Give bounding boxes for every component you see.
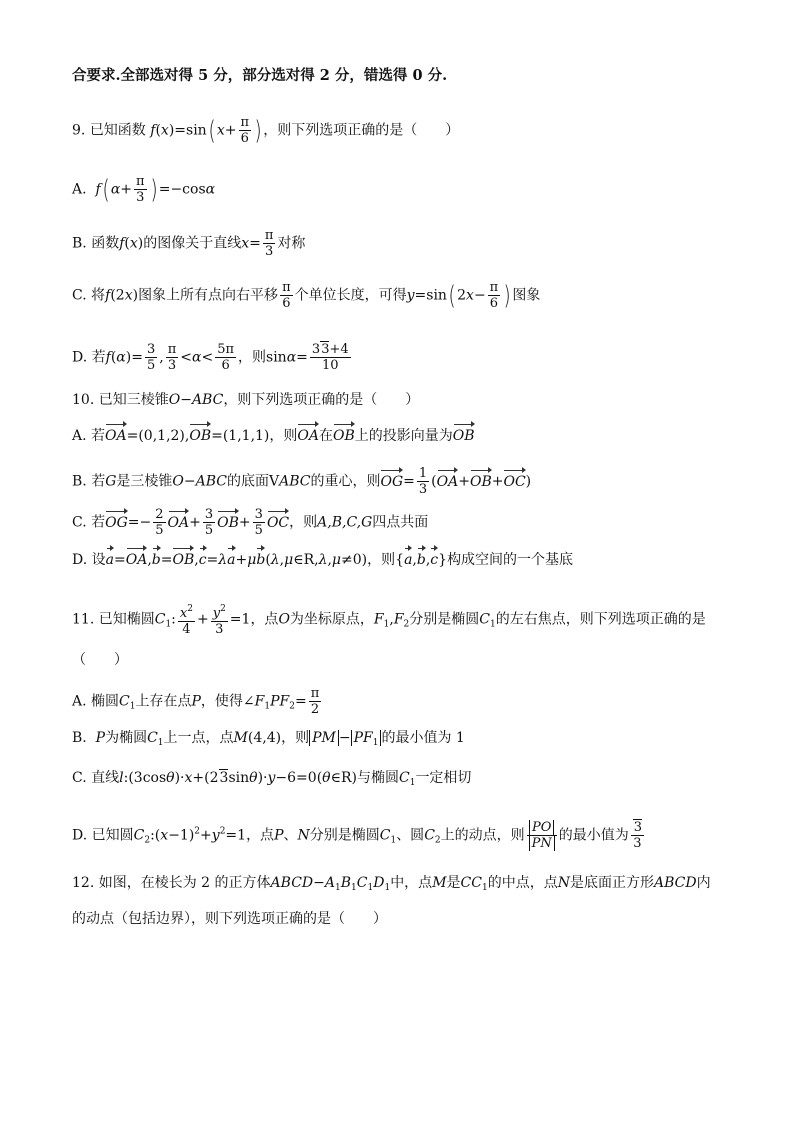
stem-text: 为坐标原点， <box>289 611 374 628</box>
question-10-option-b: B. 若G是三棱锥O−ABC的底面VABC的重心，则OG= $\frac{1}{3}$ (OA+OB+OC) <box>72 466 532 497</box>
option-text: 上的投影向量为 <box>354 428 453 444</box>
question-10-option-c: C. 若OG=− $\frac{2}{5}$ OA+ $\frac{3}{5}$ OB+ $\frac{3}{5}$ OC，则A,B,C,G四点共面 <box>72 507 429 538</box>
question-number: 11. <box>72 611 99 628</box>
option-label: B. <box>72 730 87 746</box>
question-9-stem: 9. 已知函数 f(x)=sin( x+ $\frac{\pi}{6}$ ) ，则下列选项正确的是（ ） <box>72 115 460 146</box>
option-text: ，则 <box>289 514 318 531</box>
option-text: 图象 <box>512 287 541 304</box>
option-text: 上一点，点 <box>163 730 234 746</box>
stem-text: 是底面正方形 <box>569 875 654 891</box>
option-label: D. <box>72 827 88 844</box>
option-text: 函数 <box>91 235 120 252</box>
stem-text: 中，点 <box>390 875 433 891</box>
option-text: 的最小值为 <box>558 827 629 844</box>
option-text: 个单位长度，可得 <box>294 287 407 304</box>
stem-text: 已知函数 <box>89 122 146 139</box>
option-text: 已知圆 <box>91 827 134 844</box>
option-label: A. <box>72 428 87 444</box>
stem-text: 分别是椭圆 <box>409 611 480 628</box>
option-text: 的重心，则 <box>310 473 381 490</box>
option-text: 分别是椭圆 <box>309 827 380 844</box>
option-text: 图象上所有点向右平移 <box>138 287 279 304</box>
question-11-option-b: B. P为椭圆$C_1$上一点，点M(4,4)，则 PM − $PF_1$ 的最小值为 1 <box>72 730 465 748</box>
question-12-stem-line2: 的动点（包括边界），则下列选项正确的是（ ） <box>72 911 387 927</box>
option-label: B. <box>72 473 87 490</box>
option-label: A. <box>72 181 87 198</box>
option-text: ，则 <box>281 730 310 746</box>
option-text: 是三棱锥 <box>116 473 173 490</box>
option-text: ，则 <box>269 428 298 444</box>
question-10-option-d: D. 设a=OA,b=OB,c=λa+μb(λ,μ∈R,λ,μ≠0)，则{a,b,c}构成空间的一个基底 <box>72 552 574 568</box>
option-text: 上存在点 <box>135 693 192 710</box>
option-text: 直线 <box>91 770 120 786</box>
stem-text: 已知三棱锥 <box>98 392 169 408</box>
question-9-option-c: C. 将f(2x)图象上所有点向右平移 $\frac{\pi}{6}$ 个单位长度，可得y=sin( 2x− $\frac{\pi}{6}$ ) 图象 <box>72 280 541 311</box>
option-label: B. <box>72 235 87 252</box>
option-text: 若 <box>91 349 106 366</box>
option-text: 四点共面 <box>372 514 429 531</box>
option-text: 构成空间的一个基底 <box>447 552 574 568</box>
option-text: 、圆 <box>396 827 425 844</box>
option-text: ，则 <box>367 552 396 568</box>
option-text: ，则 <box>238 349 267 366</box>
option-text: 若 <box>91 428 106 444</box>
option-text: 与椭圆 <box>356 770 399 786</box>
option-text: 的最小值为 1 <box>381 730 465 746</box>
option-label: C. <box>72 287 87 304</box>
question-11-option-d: D. 已知圆$C_2:(x-1)^2+y^2=1$，点P、N分别是椭圆$C_1$、圆$C_2$上的动点，则 $\frac{PO}{PN}$ 的最小值为 $\frac{3}{3}$ <box>72 820 643 851</box>
answer-blank: （ ） <box>72 652 128 668</box>
stem-text: ，则下列选项正确的是（ ） <box>263 122 460 139</box>
option-text: 若 <box>91 473 106 490</box>
stem-text: ，则下列选项正确的是（ ） <box>223 392 420 408</box>
question-number: 9. <box>72 122 90 139</box>
option-label: D. <box>72 349 88 366</box>
option-label: C. <box>72 514 87 531</box>
option-text: 对称 <box>277 235 306 252</box>
question-10-option-a: A. 若OA=(0,1,2),OB=(1,1,1)，则OA在OB上的投影向量为OB <box>72 428 475 444</box>
option-text: 为椭圆 <box>105 730 148 746</box>
option-label: C. <box>72 770 87 786</box>
option-text: 的图像关于直线 <box>143 235 242 252</box>
section-instruction: 合要求.全部选对得 5 分，部分选对得 2 分，错选得 0 分. <box>72 67 448 84</box>
option-text: 将 <box>91 287 106 304</box>
question-12-stem-line1: 12. 如图，在棱长为 2 的正方体$ABCD-A_1B_1C_1D_1$中，点M是$CC_1$的中点，点N是底面正方形ABCD内 <box>72 875 711 893</box>
option-text: 若 <box>91 514 106 531</box>
option-text: ，使得 <box>200 693 243 710</box>
question-11-stem: 11. 已知椭圆$C_1$: $\frac{x^2}{4}$ + $\frac{y^2}{3}$ =1，点O为坐标原点，$F_1,F_2$分别是椭圆$C_1$的左右焦点，则下列选项正确的是 <box>72 604 706 637</box>
option-text: ，点 <box>246 827 275 844</box>
stem-text: 如图，在棱长为 2 的正方体 <box>98 875 271 891</box>
question-number: 10. <box>72 392 99 408</box>
question-10-stem: 10. 已知三棱锥O−ABC，则下列选项正确的是（ ） <box>72 392 420 408</box>
question-number: 12. <box>72 875 99 891</box>
stem-text: 内 <box>696 875 711 891</box>
option-text: 的底面 <box>226 473 269 490</box>
option-label: D. <box>72 552 88 568</box>
option-text: 在 <box>318 428 333 444</box>
question-9-option-b: B. 函数f(x)的图像关于直线x= $\frac{\pi}{3}$ 对称 <box>72 228 306 259</box>
option-label: A. <box>72 693 87 710</box>
stem-text: ，点 <box>250 611 279 628</box>
question-9-option-d: D. 若f(α)= $\frac{3}{5}$ , $\frac{\pi}{3}$ <α< $\frac{5\pi}{6}$ ，则sinα= $\frac{33+4}{10}$ <box>72 342 349 373</box>
question-11-option-c: C. 直线l:(3cosθ)·x+(23sinθ)·y−6=0(θ∈R)与椭圆$C_1$一定相切 <box>72 770 472 788</box>
stem-text: 是 <box>446 875 461 891</box>
option-text: 设 <box>91 552 106 568</box>
question-11-option-a: A. 椭圆$C_1$上存在点P，使得$\angle F_1PF_2=$ $\frac{\pi}{2}$ <box>72 686 320 717</box>
stem-text: 的中点，点 <box>487 875 558 891</box>
option-text: 椭圆 <box>91 693 120 710</box>
option-text: 一定相切 <box>415 770 472 786</box>
stem-text: 已知椭圆 <box>98 611 155 628</box>
option-text: 上的动点，则 <box>440 827 525 844</box>
question-9-option-a: A. f( α+ $\frac{\pi}{3}$ ) =−cosα <box>72 174 216 205</box>
formula: f <box>150 122 156 139</box>
stem-text: 的左右焦点，则下列选项正确的是 <box>495 611 706 628</box>
